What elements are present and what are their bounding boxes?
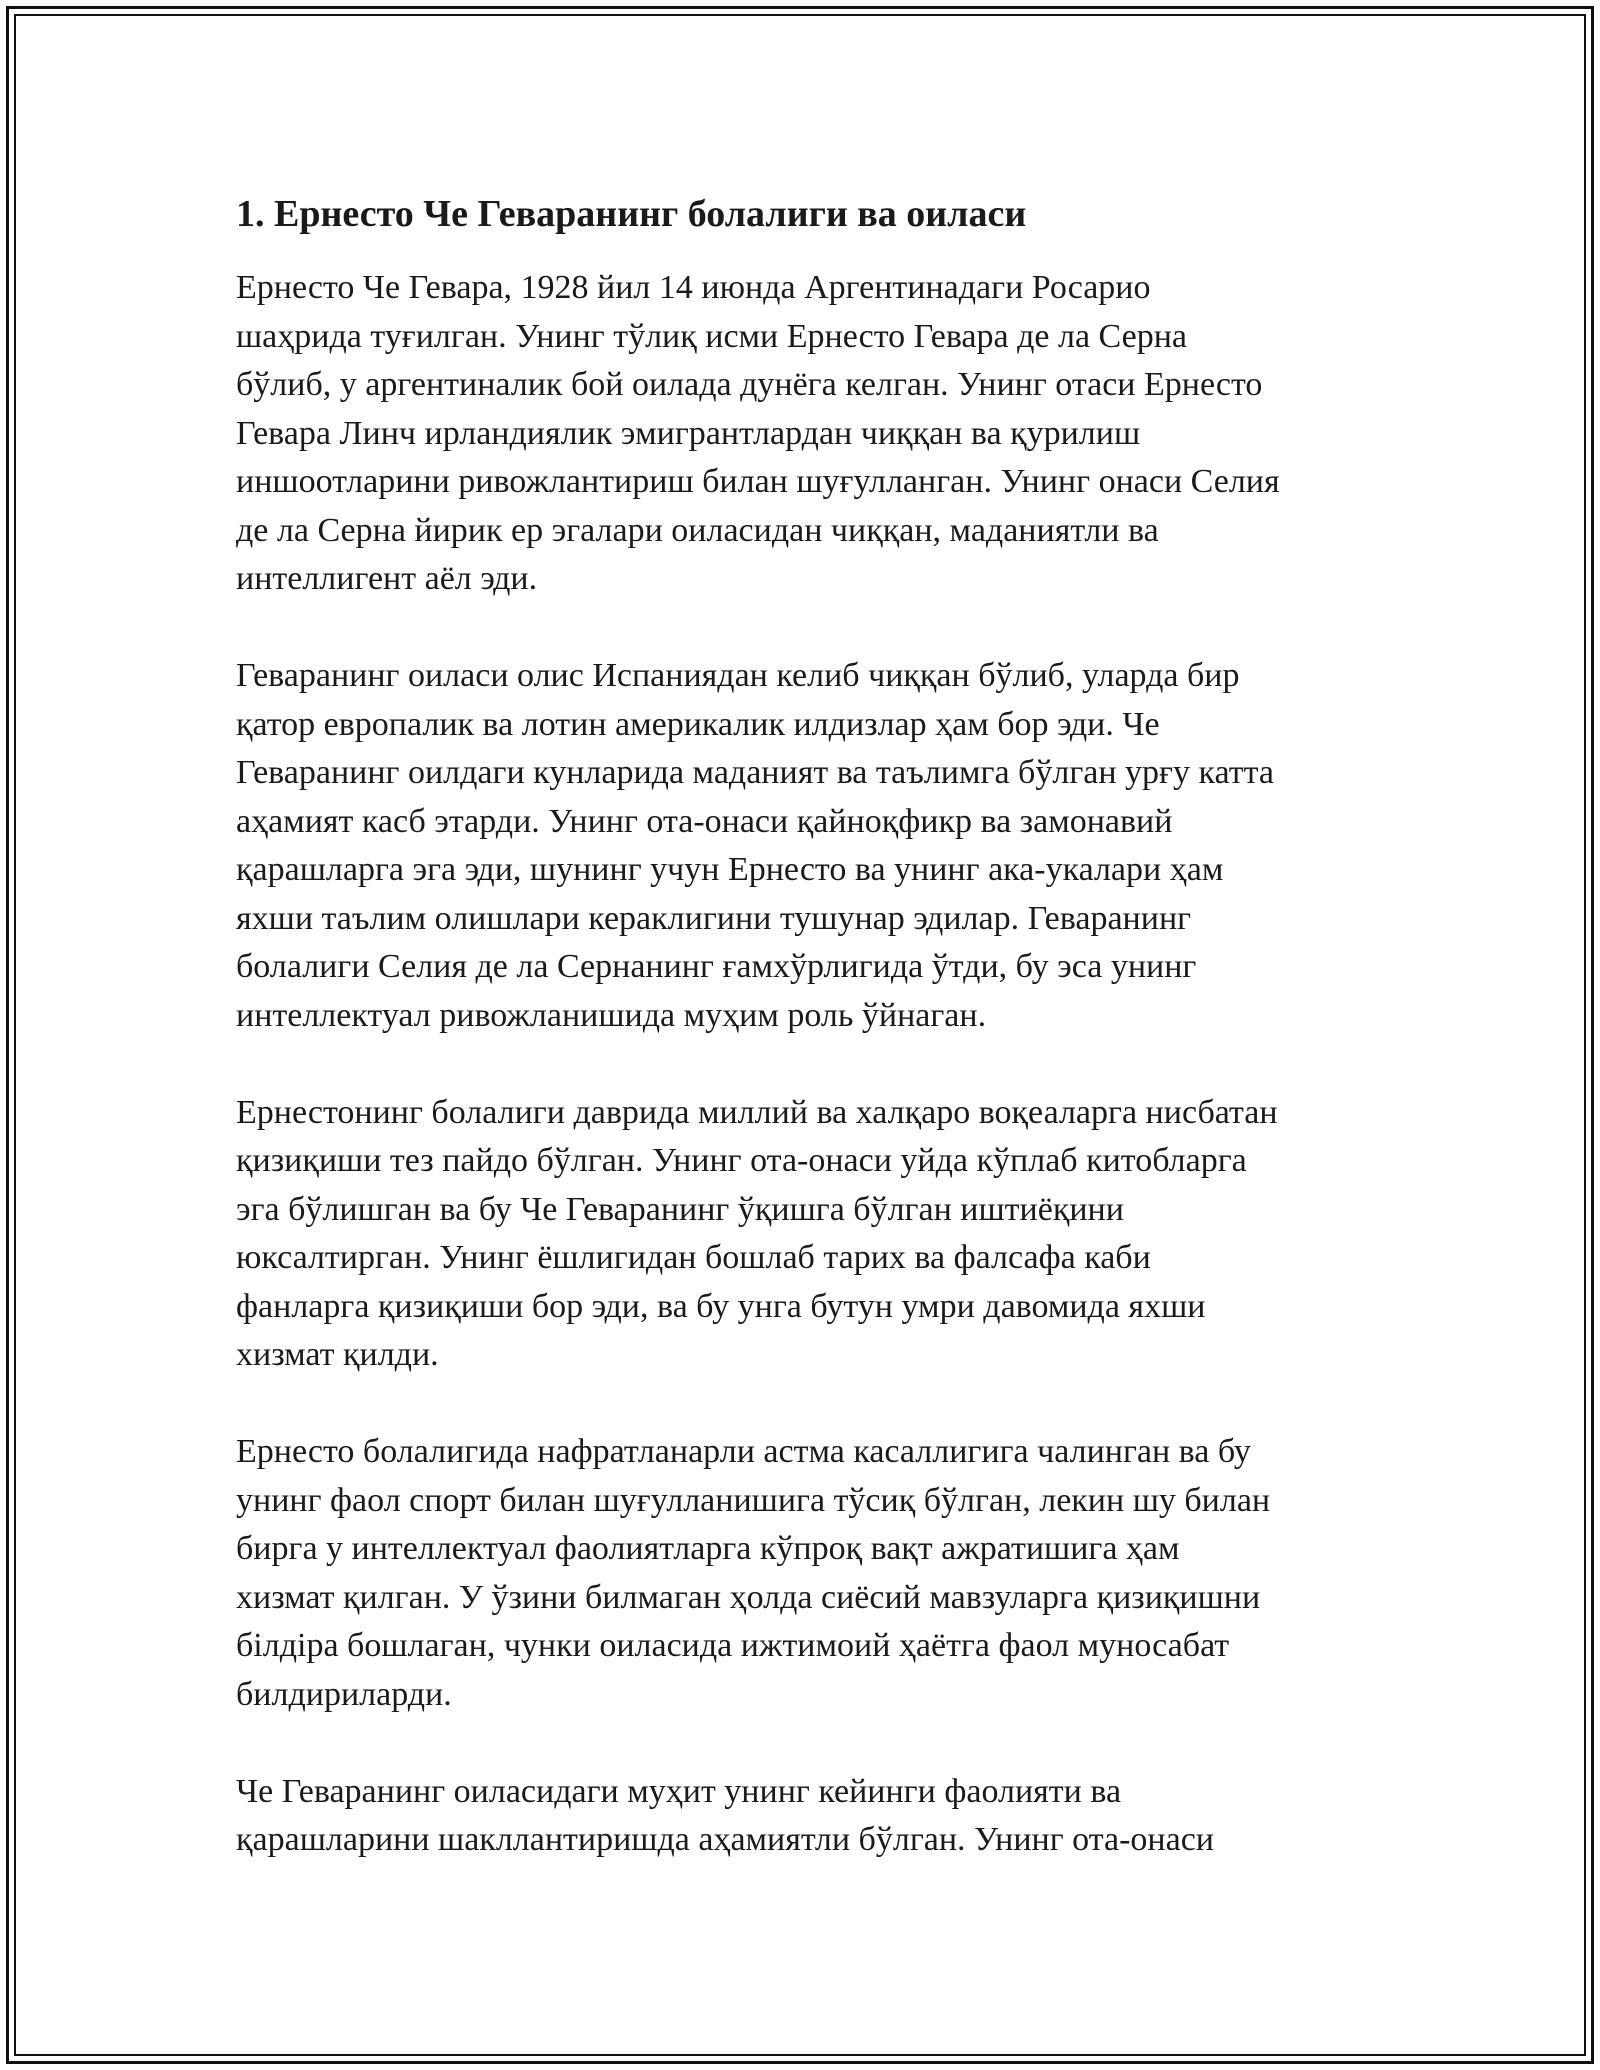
text-line: де ла Серна йирик ер эгалари оиласидан чиққан, маданиятли ва [236,511,1159,549]
paragraph-spacer [236,1040,1366,1089]
text-line: интеллигент аёл эди. [236,560,538,597]
document-body [236,186,1366,1865]
text-line: білдіра бошлаган, чунки оиласида ижтимоий ҳаётга фаол муносабат [236,1627,1230,1664]
text-line: яхши таълим олишлари кераклигини тушунар эдилар. Геваранинг [236,899,1192,937]
paragraph-4 [236,1428,1366,1719]
text-line: эга бўлишган ва бу Че Геваранинг ўқишга бўлган иштиёқини [236,1190,1124,1228]
section-heading: 1. Ернесто Че Геваранинг болалиги ва оиласи [236,193,1027,235]
text-line: бирга у интеллектуал фаолиятларга кўпроқ вақт ажратишига ҳам [236,1530,1180,1567]
text-line: Геваранинг оилдаги кунларида маданият ва таълимга бўлган урғу катта [236,754,1274,791]
text-line: юксалтирган. Унинг ёшлигидан бошлаб тарих ва фалсафа каби [236,1239,1151,1276]
text-line: шаҳрида туғилган. Унинг тўлиқ исми Ернесто Гевара де ла Серна [236,317,1188,355]
paragraph-2 [236,652,1366,1040]
text-line: хизмат қилган. У ўзини билмаган ҳолда сиёсий мавзуларга қизиқишни [236,1578,1261,1616]
text-line: Ернесто Че Гевара, 1928 йил 14 июнда Аргентинадаги Росарио [236,269,1151,306]
paragraph-spacer [236,604,1366,653]
text-line: хизмат қилди. [236,1336,439,1373]
text-line: Ернесто болалигида нафратланарли астма касаллигига чалинган ва бу [236,1433,1251,1470]
text-line: қарашларга эга эди, шунинг учун Ернесто ва унинг ака-укалари ҳам [236,851,1224,888]
text-line: иншоотларини ривожлантириш билан шуғулланган. Унинг онаси Селия [236,463,1280,500]
paragraph-spacer [236,1719,1366,1768]
text-line: аҳамият касб этарди. Унинг ота-онаси қайноқфикр ва замонавий [236,802,1173,840]
paragraph-1 [236,264,1366,604]
text-line: қатор европалик ва лотин америкалик илдизлар ҳам бор эди. Че [236,705,1160,743]
text-line: бўлиб, у аргентиналик бой оилада дунёга келган. Унинг отаси Ернесто [236,366,1263,403]
paragraph-3 [236,1089,1366,1380]
paragraph-5 [236,1768,1366,1865]
text-line: Геваранинг оиласи олис Испаниядан келиб чиққан бўлиб, уларда бир [236,657,1240,694]
text-line: интеллектуал ривожланишида муҳим роль ўйнаган. [236,996,987,1034]
text-line: қарашларини шакллантиришда аҳамиятли бўлган. Унинг ота-онаси [236,1821,1214,1858]
text-line: унинг фаол спорт билан шуғулланишига тўсиқ бўлган, лекин шу билан [236,1481,1271,1519]
text-line: Че Геваранинг оиласидаги муҳит унинг кейинги фаолияти ва [236,1772,1122,1810]
text-line: Ернестонинг болалиги даврида миллий ва халқаро воқеаларга нисбатан [236,1093,1278,1131]
text-line: қизиқиши тез пайдо бўлган. Унинг ота-онаси уйда кўплаб китобларга [236,1142,1247,1179]
paragraph-spacer [236,1380,1366,1429]
text-line: болалиги Селия де ла Сернанинг ғамхўрлигида ўтди, бу эса унинг [236,948,1197,985]
text-line: билдириларди. [236,1675,452,1713]
text-line: фанларга қизиқиши бор эди, ва бу унга бутун умри давомида яхши [236,1287,1206,1325]
text-line: Гевара Линч ирландиялик эмигрантлардан чиққан ва қурилиш [236,414,1141,452]
